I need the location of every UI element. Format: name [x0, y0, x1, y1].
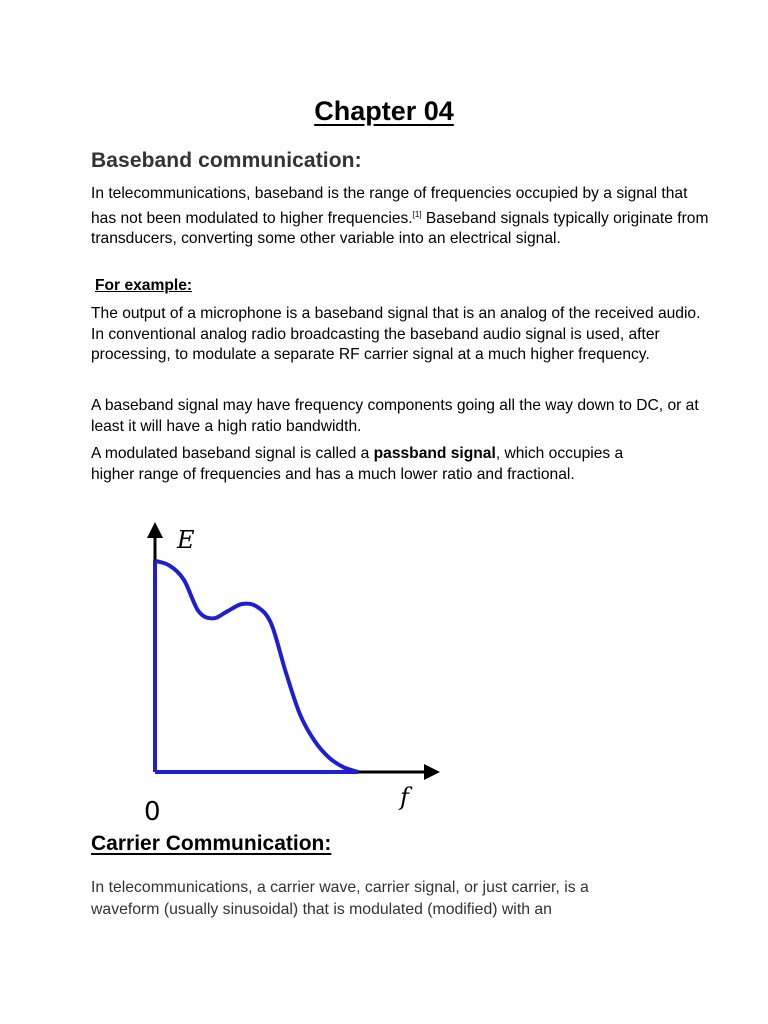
example-label: For example: [95, 277, 193, 294]
paragraph-baseband-definition [91, 184, 716, 250]
paragraph-text: , which occupies a higher range of frequencies and has a much lower ratio and fractional. [91, 445, 624, 483]
chapter-title: Chapter 04 [314, 96, 454, 126]
x-axis-label: f [400, 783, 409, 811]
paragraph-dc-components: A baseband signal may have frequency components going all the way down to DC, or at least it will have a high ratio bandwidth. [91, 397, 699, 435]
series-curve [155, 561, 358, 772]
paragraph-passband [91, 444, 631, 485]
paragraph-text: A modulated baseband signal is called a [91, 445, 374, 462]
paragraph-text: In telecommunications, baseband is the range of frequencies occupied by a signal that has not been modulated to higher frequencies. [91, 185, 688, 227]
origin-label: 0 [144, 797, 161, 825]
x-axis-arrow [424, 764, 440, 780]
paragraph-text: Baseband signals typically originate from transducers, converting some other variable into an electrical signal. [91, 209, 709, 247]
section-heading-baseband: Baseband communication: [91, 149, 362, 172]
bold-term: passband signal [373, 445, 496, 462]
chart-axes [147, 522, 440, 780]
paragraph-microphone-example: The output of a microphone is a baseband signal that is an analog of the received audio. In conventional analog radio broadcasting the baseband audio signal is used, after processing, to modulate a separate RF carrier signal at a much higher frequency. [91, 305, 701, 363]
baseband-spectrum-chart [130, 520, 460, 825]
y-axis-arrow [147, 522, 163, 538]
y-axis-label: E [177, 526, 195, 554]
reference-link[interactable]: [1] [412, 209, 422, 219]
chart-lines [155, 561, 358, 772]
section-heading-carrier: Carrier Communication: [91, 832, 332, 855]
paragraph-carrier-definition: In telecommunications, a carrier wave, carrier signal, or just carrier, is a waveform (usually sinusoidal) that is modulated (modified) with an [91, 879, 589, 918]
